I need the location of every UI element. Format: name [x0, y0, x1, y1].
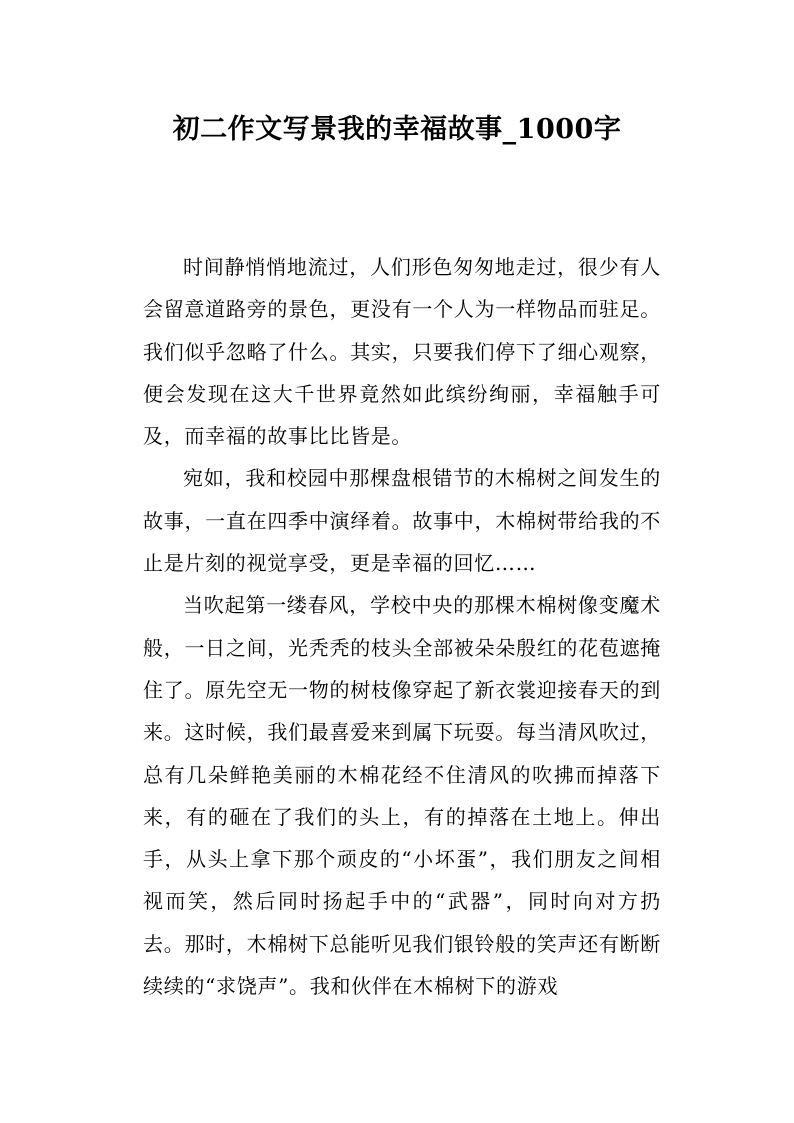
- document-title: 初二作文写景我的幸福故事_1000字: [172, 114, 622, 145]
- paragraph-1: 时间静悄悄地流过，人们形色匆匆地走过，很少有人会留意道路旁的景色，更没有一个人为一样物品而驻足。我们似乎忽略了什么。其实，只要我们停下了细心观察，便会发现在这大千世界竟然如此缤纷绚丽，幸福触手可及，而幸福的故事比比皆是。: [143, 255, 661, 449]
- paragraph-2: 宛如，我和校园中那棵盘根错节的木棉树之间发生的故事，一直在四季中演绎着。故事中，木棉树带给我的不止是片刻的视觉享受，更是幸福的回忆……: [143, 466, 661, 576]
- paragraph-3: 当吹起第一缕春风，学校中央的那棵木棉树像变魔术般，一日之间，光秃秃的枝头全部被朵朵殷红的花苞遮掩住了。原先空无一物的树枝像穿起了新衣裳迎接春天的到来。这时候，我们最喜爱来到属下玩耍。每当清风吹过，总有几朵鲜艳美丽的木棉花经不住清风的吹拂而掉落下来，有的砸在了我们的头上，有的掉落在土地上。伸出手，从头上拿下那个顽皮的“小坏蛋”，我们朋友之间相视而笑，然后同时扬起手中的“武器”，同时向对方扔去。那时，木棉树下总能听见我们银铃般的笑声还有断断续续的“求饶声”。我和伙伴在木棉树下的游戏: [143, 593, 661, 999]
- document-body: [143, 246, 661, 1007]
